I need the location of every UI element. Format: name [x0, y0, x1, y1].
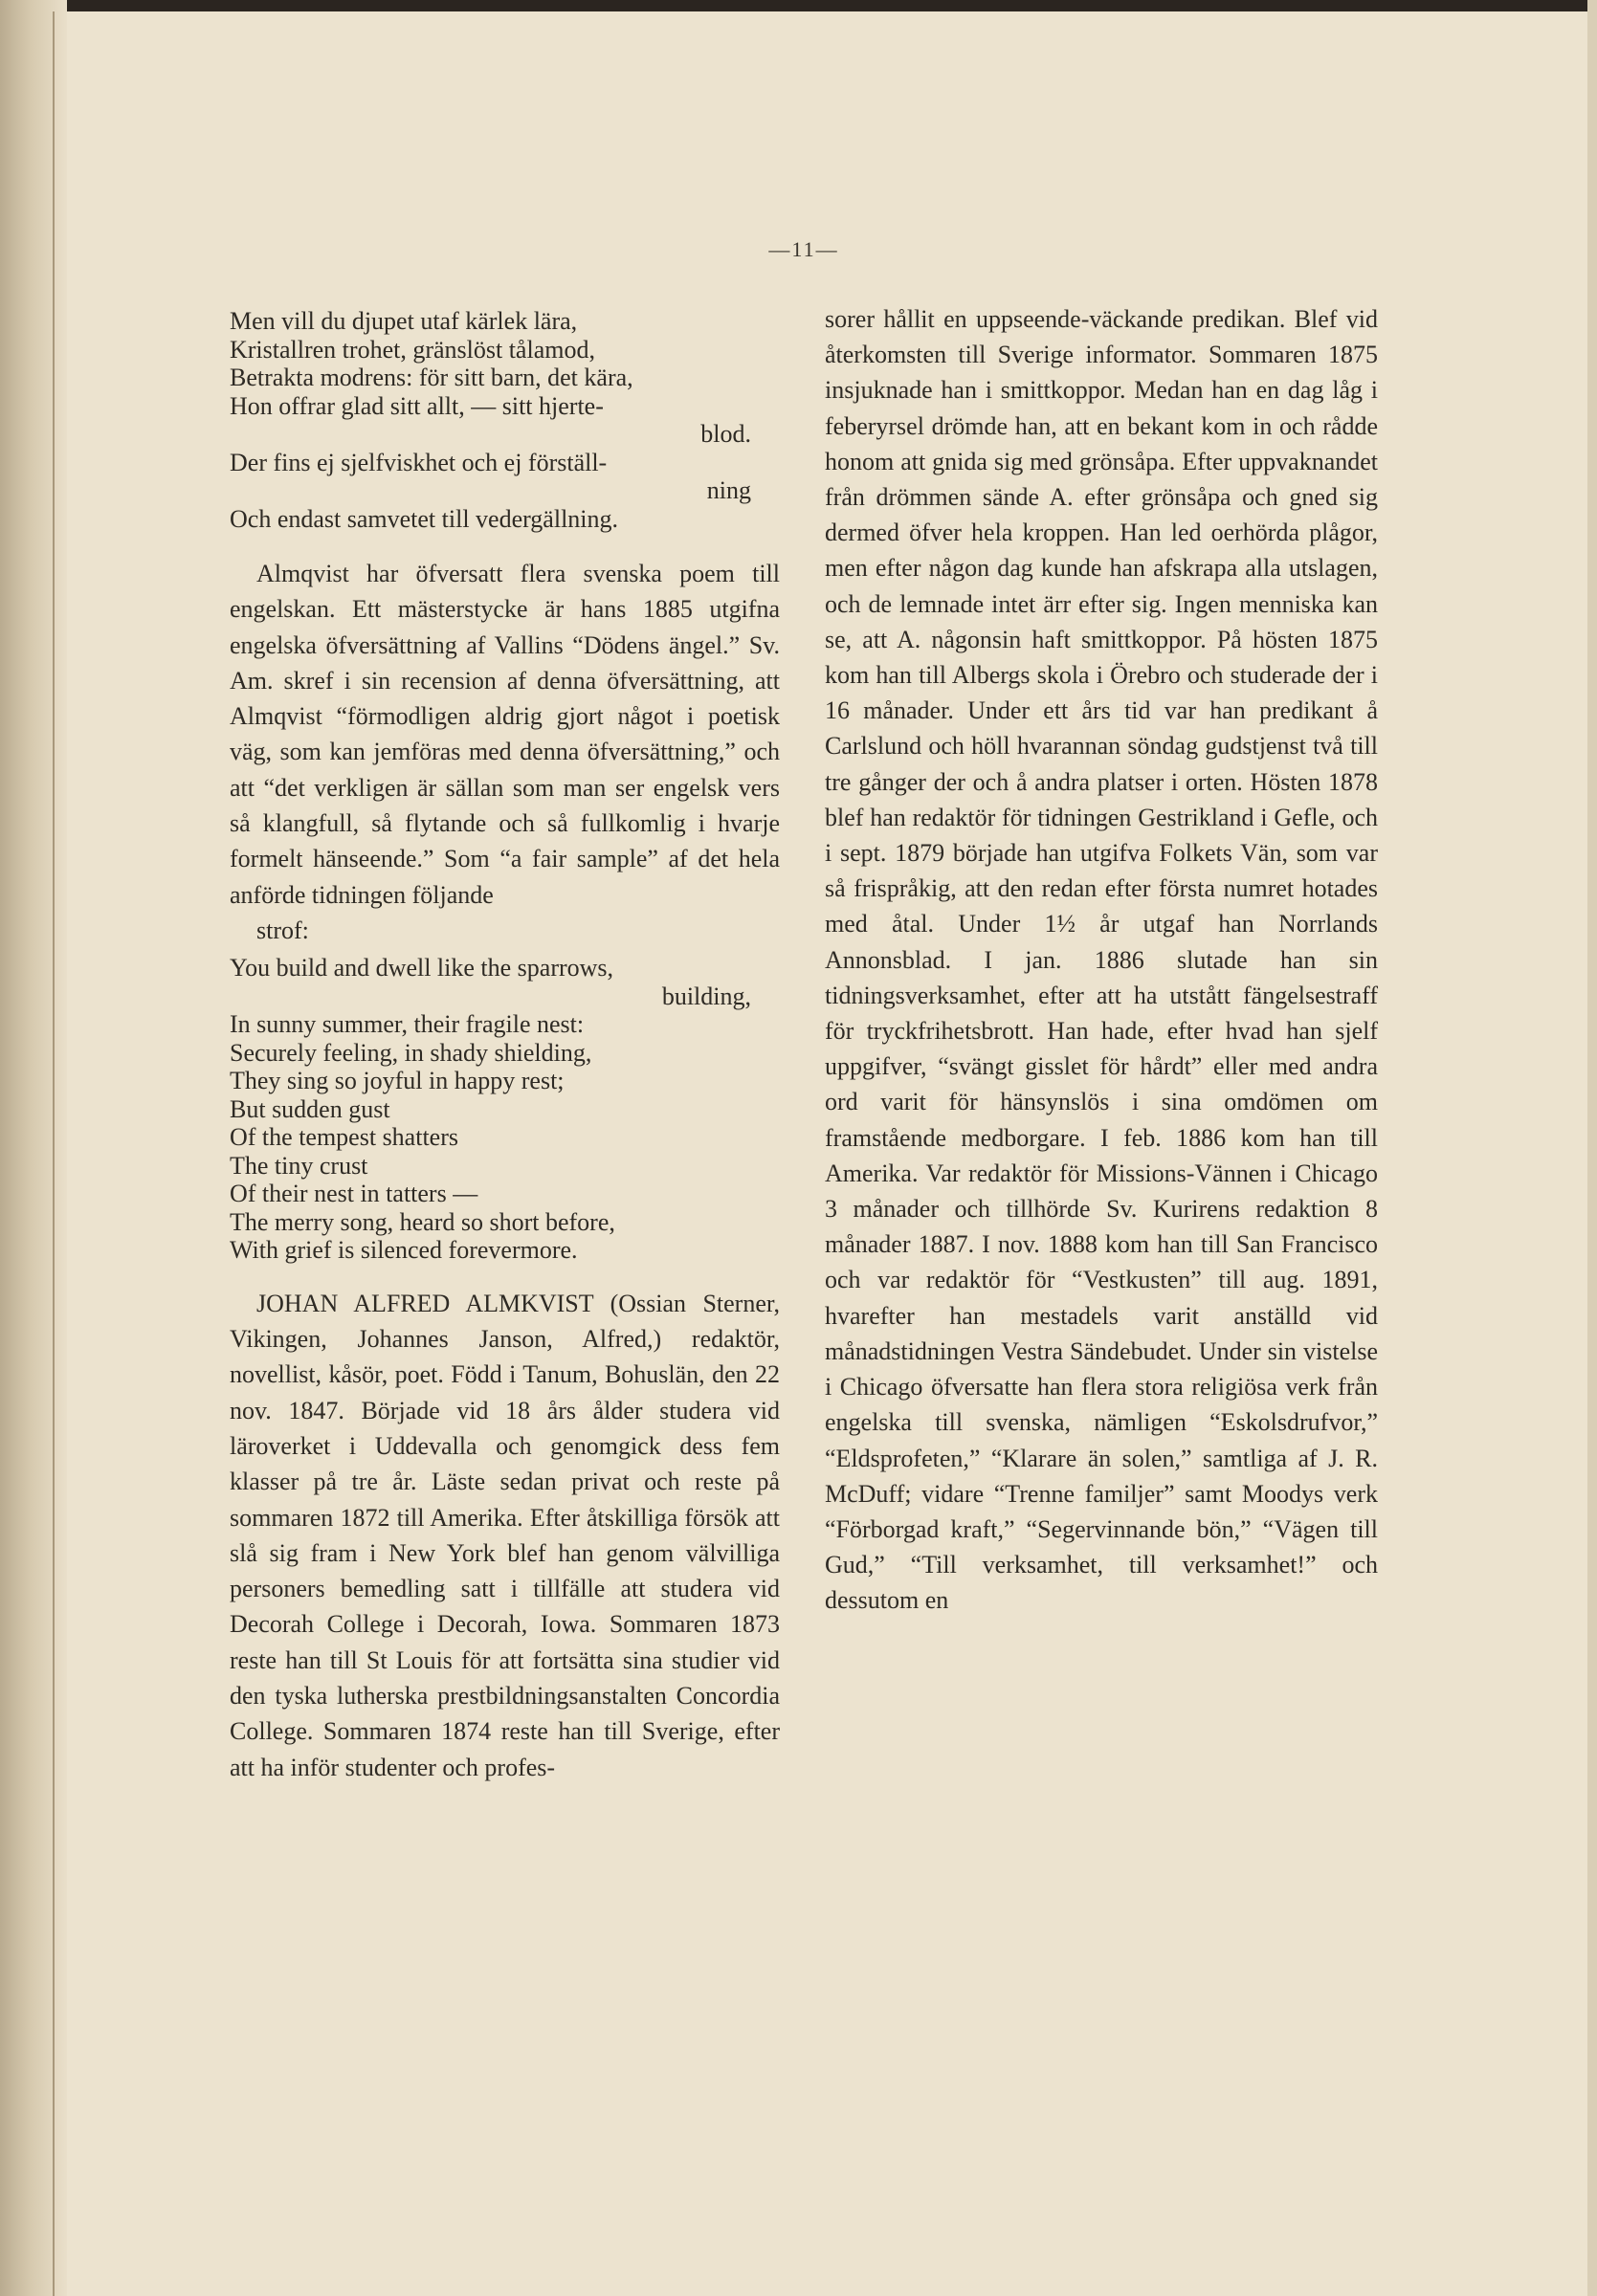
page-gutter — [0, 0, 67, 2296]
poem-english — [230, 954, 780, 1265]
binding-line — [53, 11, 55, 2296]
paragraph-translation — [230, 556, 780, 948]
poem-line: Kristallren trohet, gränslöst tålamod, — [230, 335, 595, 364]
poem-line: Och endast samvetet till vedergällning. — [230, 504, 619, 533]
page-number: —11— — [768, 237, 839, 261]
poem-line: The merry song, heard so short before, — [230, 1207, 615, 1236]
poem-line: But sudden gust — [230, 1094, 390, 1123]
poem-line: Der fins ej sjelfviskhet och ej förställ- — [230, 448, 608, 476]
poem-line: Securely feeling, in shady shielding, — [230, 1038, 592, 1067]
poem-line: building, — [661, 982, 751, 1010]
poem-line: blod. — [700, 420, 751, 448]
poem-line: In sunny summer, their fragile nest: — [230, 1010, 585, 1039]
right-column — [825, 301, 1378, 1619]
paragraph-biography-continued: sorer hållit en uppseende-väckande predikan. Blef vid återkomsten till Sverige informator. Sommaren 1875 insjuknade han i smittkoppor. Medan han en dag låg i feberyrsel drömde han, att en bekant kom in och rådde honom att gnida sig med grönsåpa. Efter uppvaknandet från drömmen sände A. efter grönsåpa och gned sig dermed öfver hela kroppen. Han led oerhörda plågor, men efter någon dag kunde han afskrapa alla utslagen, och de lemnade intet ärr efter sig. Ingen menniska kan se, att A. någonsin haft smittkoppor. På hösten 1875 kom han till Albergs skola i Örebro och studerade der i 16 månader. Under ett års tid var han predikant å Carlslund och höll hvarannan söndag gudstjenst två till tre gånger der och å andra platser i orten. Hösten 1878 blef han redaktör för tidningen Gestrikland i Gefle, och i sept. 1879 började han utgifva Folkets Vän, som var så frispråkig, att den redan efter första numret hotades med åtal. Under 1½ år utgaf han Norrlands Annonsblad. I jan. 1886 slutade han sin tidningsverksamhet, efter att ha utstått fängelsestraff för tryckfrihetsbrott. Han hade, efter hvad han sjelf uppgifver, “svängt gisslet för hårdt” eller med andra ord varit för hänsynslös i sina omdömen om framstående medborgare. I feb. 1886 kom han till Amerika. Var redaktör för Missions-Vännen i Chicago 3 månader och tillhörde Sv. Kurirens redaktion 8 månader 1887. I nov. 1888 kom han till San Francisco och var redaktör för “Vestkusten” till aug. 1891, hvarefter han mestadels varit anställd vid månadstidningen Vestra Sändebudet. Under sin vistelse i Chicago öfversatte han flera stora religiösa verk från engelska till svenska, nämligen “Eskolsdrufvor,” “Eldsprofeten,” “Klarare än solen,” samtliga af J. R. McDuff; vidare “Trenne familjer” samt Moodys verk “Förborgad kraft,” “Segervinnande bön,” “Vägen till Gud,” “Till verksamhet, till verksamhet!” och dessutom en — [825, 305, 1378, 1615]
poem-line: With grief is silenced forevermore. — [230, 1236, 578, 1265]
poem-line: They sing so joyful in happy rest; — [230, 1067, 565, 1095]
poem-line: Of the tempest shatters — [230, 1123, 458, 1152]
poem-line: You build and dwell like the sparrows, — [230, 954, 614, 982]
scan-top-edge — [0, 0, 1597, 11]
poem-line: Men vill du djupet utaf kärlek lära, — [230, 307, 578, 335]
paragraph-end: strof: — [256, 916, 309, 944]
left-column — [230, 301, 780, 1785]
paragraph-text: Almqvist har öfversatt flera svenska poem till engelskan. Ett mästerstycke är hans 1885 utgifna engelska öfversättning af Vallins “Dödens ängel.” Sv. Am. skref i sin recension af denna öfversättning, att Almqvist “förmodligen aldrig gjort något i poetisk väg, som kan jemföras med denna öfversättning,” och att “det verkligen är sällan som man ser engelsk vers så klangfull, så flytande och så fullkomlig i hvarje formelt hänseende.” Som “a fair sample” af det hela anförde tidningen följande — [230, 560, 780, 909]
poem-line: Hon offrar glad sitt allt, — sitt hjerte- — [230, 391, 604, 420]
poem-swedish — [230, 301, 780, 533]
poem-line: The tiny crust — [230, 1151, 368, 1180]
poem-line: Of their nest in tatters — — [230, 1180, 478, 1208]
poem-line: Betrakta modrens: för sitt barn, det kära, — [230, 364, 633, 391]
page-right-edge — [1587, 0, 1597, 2296]
poem-line: ning — [706, 476, 751, 504]
paragraph-biography: JOHAN ALFRED ALMKVIST (Ossian Sterner, Vikingen, Johannes Janson, Alfred,) redaktör, novellist, kåsör, poet. Född i Tanum, Bohuslän, den 22 nov. 1847. Började vid 18 års ålder studera vid läroverket i Uddevalla och genomgick dess fem klasser på tre år. Läste sedan privat och reste på sommaren 1872 till Amerika. Efter åtskilliga försök att slå sig fram i New York blef han genom välvilliga personers bemedling satt i tillfälle att studera vid Decorah College i Decorah, Iowa. Sommaren 1873 reste han till St Louis för att fortsätta sina studier vid den tyska lutherska prestbildningsanstalten Concordia College. Sommaren 1874 reste han till Sverige, efter att ha inför studenter och profes- — [230, 1289, 780, 1781]
